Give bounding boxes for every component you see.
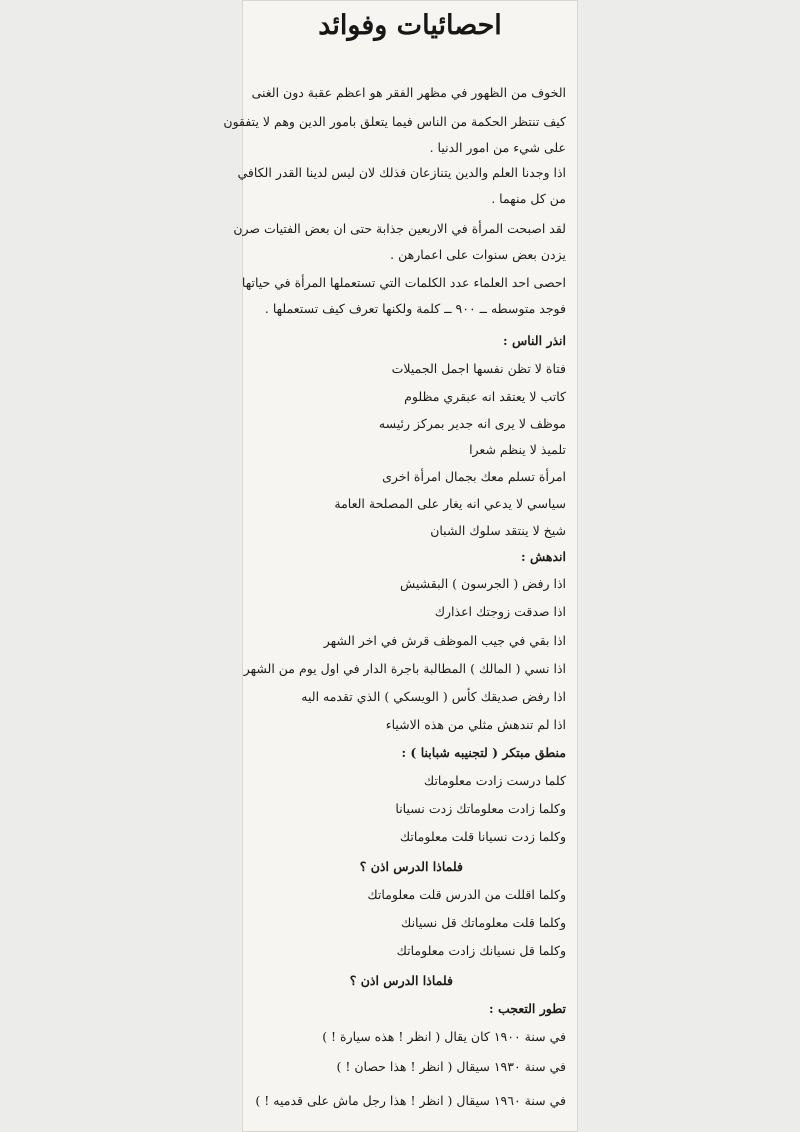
text-line: اذا وجدنا العلم والدين يتنازعان فذلك لان ليس لدينا القدر الكافي (237, 165, 566, 180)
text-line: كيف تنتظر الحكمة من الناس فيما يتعلق بامور الدين وهم لا يتفقون (223, 114, 566, 129)
page-title: احصائيات وفوائد (318, 10, 502, 41)
section-heading: منطق مبتكر ( لتجنيبه شبابنا ) : (401, 745, 566, 760)
text-line: اذا رفض ( الجرسون ) البقشيش (399, 576, 566, 591)
text-line: كاتب لا يعتقد انه عبقري مظلوم (404, 389, 566, 404)
text-line: اذا لم تندهش مثلي من هذه الاشياء (385, 717, 566, 732)
text-line: سياسي لا يدعي انه يغار على المصلحة العامة (334, 496, 566, 511)
refrain-line: فلماذا الدرس اذن ؟ (359, 859, 463, 874)
text-line: فوجد متوسطه ــ ٩٠٠ ــ كلمة ولكنها تعرف كيف تستعملها . (264, 301, 566, 316)
section-heading: تطور التعجب : (489, 1001, 566, 1016)
text-line: اذا نسي ( المالك ) المطالبة باجرة الدار في اول يوم من الشهر (243, 661, 566, 676)
section-heading: اندهش : (520, 549, 566, 564)
text-line: وكلما اقللت من الدرس قلت معلوماتك (367, 887, 566, 902)
text-line: يزدن بعض سنوات على اعمارهن . (390, 247, 566, 262)
text-line: على شيء من امور الدنيا . (429, 140, 566, 155)
text-line: احصى احد العلماء عدد الكلمات التي تستعملها المرأة في حياتها (241, 275, 566, 290)
document-page (223, 0, 578, 1132)
text-line: اذا رفض صديقك كأس ( الويسكي ) الذي تقدمه اليه (301, 689, 566, 704)
text-line: في سنة ١٩٦٠ سيقال ( انظر ! هذا رجل ماش على قدميه ! ) (255, 1093, 566, 1108)
text-line: موظف لا يرى انه جدير بمركز رئيسه (378, 416, 566, 431)
text-line: امرأة تسلم معك بجمال امرأة اخرى (382, 469, 566, 484)
text-line: الخوف من الظهور في مظهر الفقر هو اعظم عقبة دون الغنى (251, 85, 566, 100)
text-line: لقد اصبحت المرأة في الاربعين جذابة حتى ان بعض الفتيات صرن (233, 221, 566, 236)
text-line: شيخ لا ينتقد سلوك الشبان (430, 523, 566, 538)
text-line: اذا صدقت زوجتك اعذارك (434, 604, 566, 619)
refrain-line: فلماذا الدرس اذن ؟ (349, 973, 453, 988)
text-line: اذا بقي في جيب الموظف قرش في اخر الشهر (323, 633, 566, 648)
text-line: من كل منهما . (491, 191, 566, 206)
text-line: في سنة ١٩٠٠ كان يقال ( انظر ! هذه سيارة ! ) (322, 1029, 566, 1044)
text-line: وكلما زادت معلوماتك زدت نسيانا (395, 801, 566, 816)
text-line: وكلما قلت معلوماتك قل نسيانك (401, 915, 566, 930)
text-line: فتاة لا تظن نفسها اجمل الجميلات (391, 361, 566, 376)
text-line: في سنة ١٩٣٠ سيقال ( انظر ! هذا حصان ! ) (336, 1059, 566, 1074)
text-line: كلما درست زادت معلوماتك (423, 773, 566, 788)
text-line: تلميذ لا ينظم شعرا (469, 442, 566, 457)
text-line: وكلما زدت نسيانا قلت معلوماتك (399, 829, 566, 844)
text-line: وكلما قل نسيانك زادت معلوماتك (396, 943, 566, 958)
section-heading: انذر الناس : (503, 333, 566, 348)
